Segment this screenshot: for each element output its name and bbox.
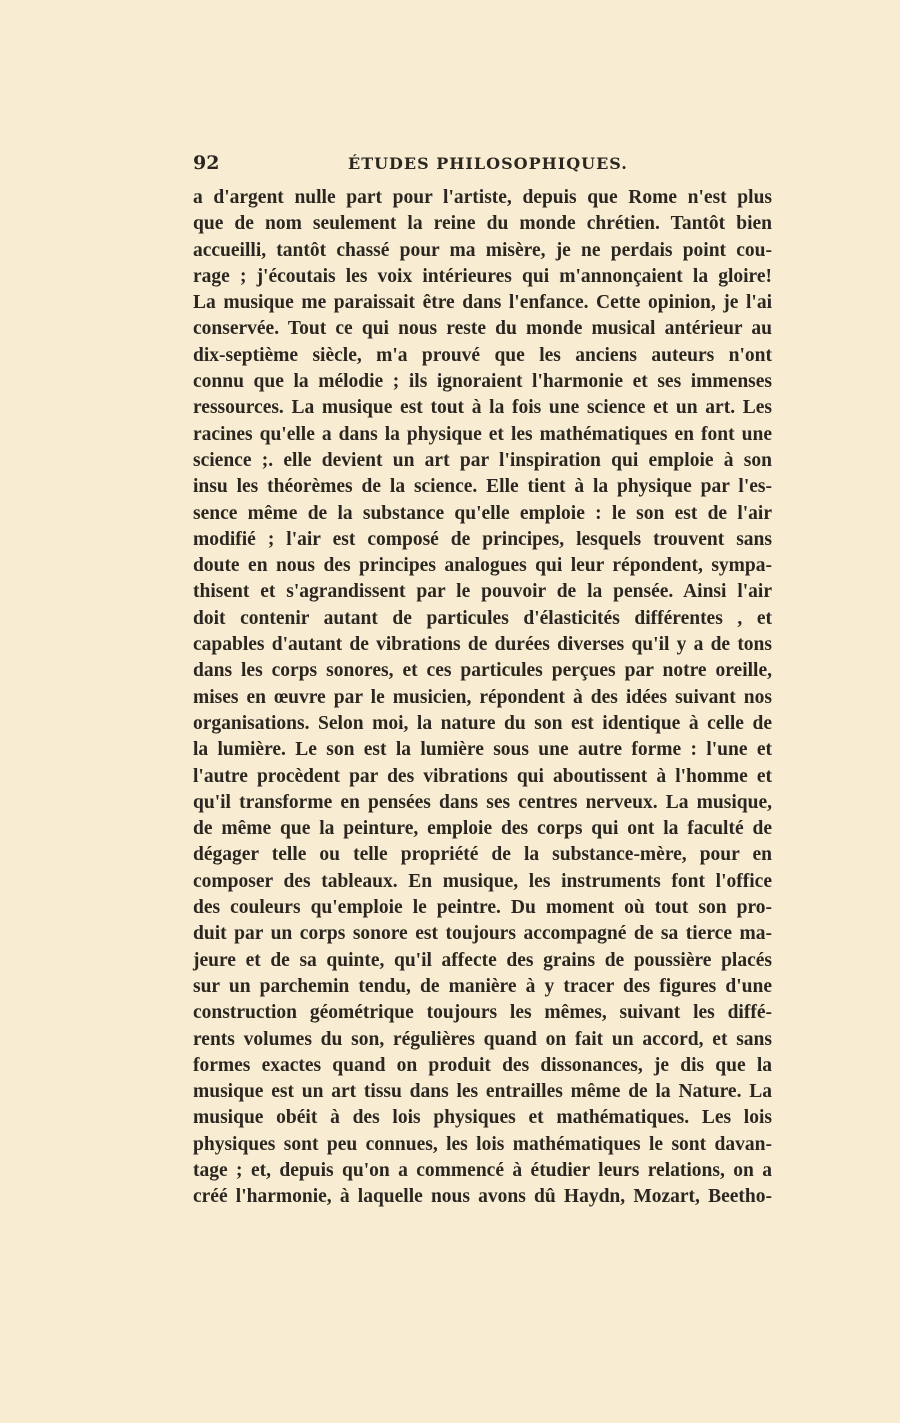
text-line-content: construction géométrique toujours les mêmes, suivant les diffé- (193, 1002, 772, 1024)
text-line (193, 290, 772, 316)
text-line (193, 1184, 772, 1210)
text-line (193, 1132, 772, 1158)
text-line (193, 316, 772, 342)
text-line (193, 869, 772, 895)
text-line-content: rage ; j'écoutais les voix intérieures qui m'annonçaient la gloire! (193, 265, 772, 287)
text-line-content: que de nom seulement la reine du monde chrétien. Tantôt bien (193, 213, 772, 235)
text-line-content: la lumière. Le son est la lumière sous une autre forme : l'une et (193, 739, 772, 761)
text-line (193, 448, 772, 474)
text-line-content: science ;. elle devient un art par l'inspiration qui emploie à son (193, 449, 772, 471)
text-line-content: racines qu'elle a dans la physique et les mathématiques en font une (193, 423, 772, 445)
text-line-content: organisations. Selon moi, la nature du son est identique à celle de (193, 712, 772, 734)
text-line (193, 737, 772, 763)
text-line-content: conservée. Tout ce qui nous reste du monde musical antérieur au (193, 318, 772, 340)
text-line-content: connu que la mélodie ; ils ignoraient l'harmonie et ses immenses (193, 371, 772, 393)
text-line (193, 974, 772, 1000)
text-line (193, 921, 772, 947)
text-line-content: doute en nous des principes analogues qui leur répondent, sympa- (193, 555, 772, 577)
text-line (193, 211, 772, 237)
text-line (193, 816, 772, 842)
text-line-content: dans les corps sonores, et ces particules perçues par notre oreille, (193, 660, 772, 682)
text-line (193, 632, 772, 658)
text-line-content: ressources. La musique est tout à la fois une science et un art. Les (193, 397, 772, 419)
running-title: ÉTUDES PHILOSOPHIQUES. (348, 154, 628, 173)
text-line (193, 658, 772, 684)
text-line (193, 606, 772, 632)
text-line-content: sur un parchemin tendu, de manière à y tracer des figures d'une (193, 975, 772, 997)
body-text (193, 185, 772, 1211)
text-line (193, 343, 772, 369)
text-line (193, 238, 772, 264)
text-line-content: qu'il transforme en pensées dans ses centres nerveux. La musique, (193, 791, 772, 813)
text-line-content: sence même de la substance qu'elle emploie : le son est de l'air (193, 502, 772, 524)
text-line (193, 395, 772, 421)
text-line-content: musique est un art tissu dans les entrailles même de la Nature. La (193, 1081, 772, 1103)
text-line (193, 948, 772, 974)
text-line-content: des couleurs qu'emploie le peintre. Du moment où tout son pro- (193, 897, 772, 919)
text-line-content: modifié ; l'air est composé de principes, lesquels trouvent sans (193, 528, 772, 550)
text-line-content: dix-septième siècle, m'a prouvé que les anciens auteurs n'ont (193, 344, 772, 366)
text-line-content: composer des tableaux. En musique, les instruments font l'office (193, 870, 772, 892)
text-line-content: thisent et s'agrandissent par le pouvoir de la pensée. Ainsi l'air (193, 581, 772, 603)
text-line-content: duit par un corps sonore est toujours accompagné de sa tierce ma- (193, 923, 772, 945)
text-line (193, 553, 772, 579)
text-line-content: accueilli, tantôt chassé pour ma misère, je ne perdais point cou- (193, 239, 772, 261)
text-line (193, 1105, 772, 1131)
text-line (193, 527, 772, 553)
text-line (193, 842, 772, 868)
text-line (193, 1053, 772, 1079)
text-line (193, 1000, 772, 1026)
text-line-content: La musique me paraissait être dans l'enfance. Cette opinion, je l'ai (193, 292, 772, 314)
page-number: 92 (193, 152, 220, 174)
text-line-content: jeure et de sa quinte, qu'il affecte des grains de poussière placés (193, 949, 772, 971)
text-line (193, 1027, 772, 1053)
text-line (193, 895, 772, 921)
text-line (193, 474, 772, 500)
text-line (193, 422, 772, 448)
text-line (193, 1079, 772, 1105)
text-line-content: rents volumes du son, régulières quand on fait un accord, et sans (193, 1028, 772, 1050)
text-line-content: l'autre procèdent par des vibrations qui aboutissent à l'homme et (193, 765, 772, 787)
text-line-content: dégager telle ou telle propriété de la substance-mère, pour en (193, 844, 772, 866)
text-line (193, 579, 772, 605)
text-line-content: physiques sont peu connues, les lois mathématiques le sont davan- (193, 1133, 772, 1155)
text-line-content: mises en œuvre par le musicien, répondent à des idées suivant nos (193, 686, 772, 708)
text-line-content: tage ; et, depuis qu'on a commencé à étudier leurs relations, on a (193, 1159, 772, 1181)
text-line (193, 264, 772, 290)
text-line-content: formes exactes quand on produit des dissonances, je dis que la (193, 1054, 772, 1076)
text-line-content: de même que la peinture, emploie des corps qui ont la faculté de (193, 818, 772, 840)
page-header (193, 152, 772, 178)
text-line (193, 764, 772, 790)
text-line-content: a d'argent nulle part pour l'artiste, depuis que Rome n'est plus (193, 187, 772, 208)
text-line (193, 685, 772, 711)
text-line-content: musique obéit à des lois physiques et mathématiques. Les lois (193, 1107, 772, 1129)
text-line (193, 369, 772, 395)
text-line-content: insu les théorèmes de la science. Elle tient à la physique par l'es- (193, 476, 772, 498)
text-line (193, 501, 772, 527)
text-line-content: capables d'autant de vibrations de durées diverses qu'il y a de tons (193, 634, 772, 656)
text-line (193, 790, 772, 816)
text-line-content: créé l'harmonie, à laquelle nous avons dû Haydn, Mozart, Beetho- (193, 1186, 772, 1208)
text-line (193, 1158, 772, 1184)
text-line (193, 711, 772, 737)
text-line-content: doit contenir autant de particules d'élasticités différentes , et (193, 607, 772, 629)
text-line (193, 185, 772, 211)
